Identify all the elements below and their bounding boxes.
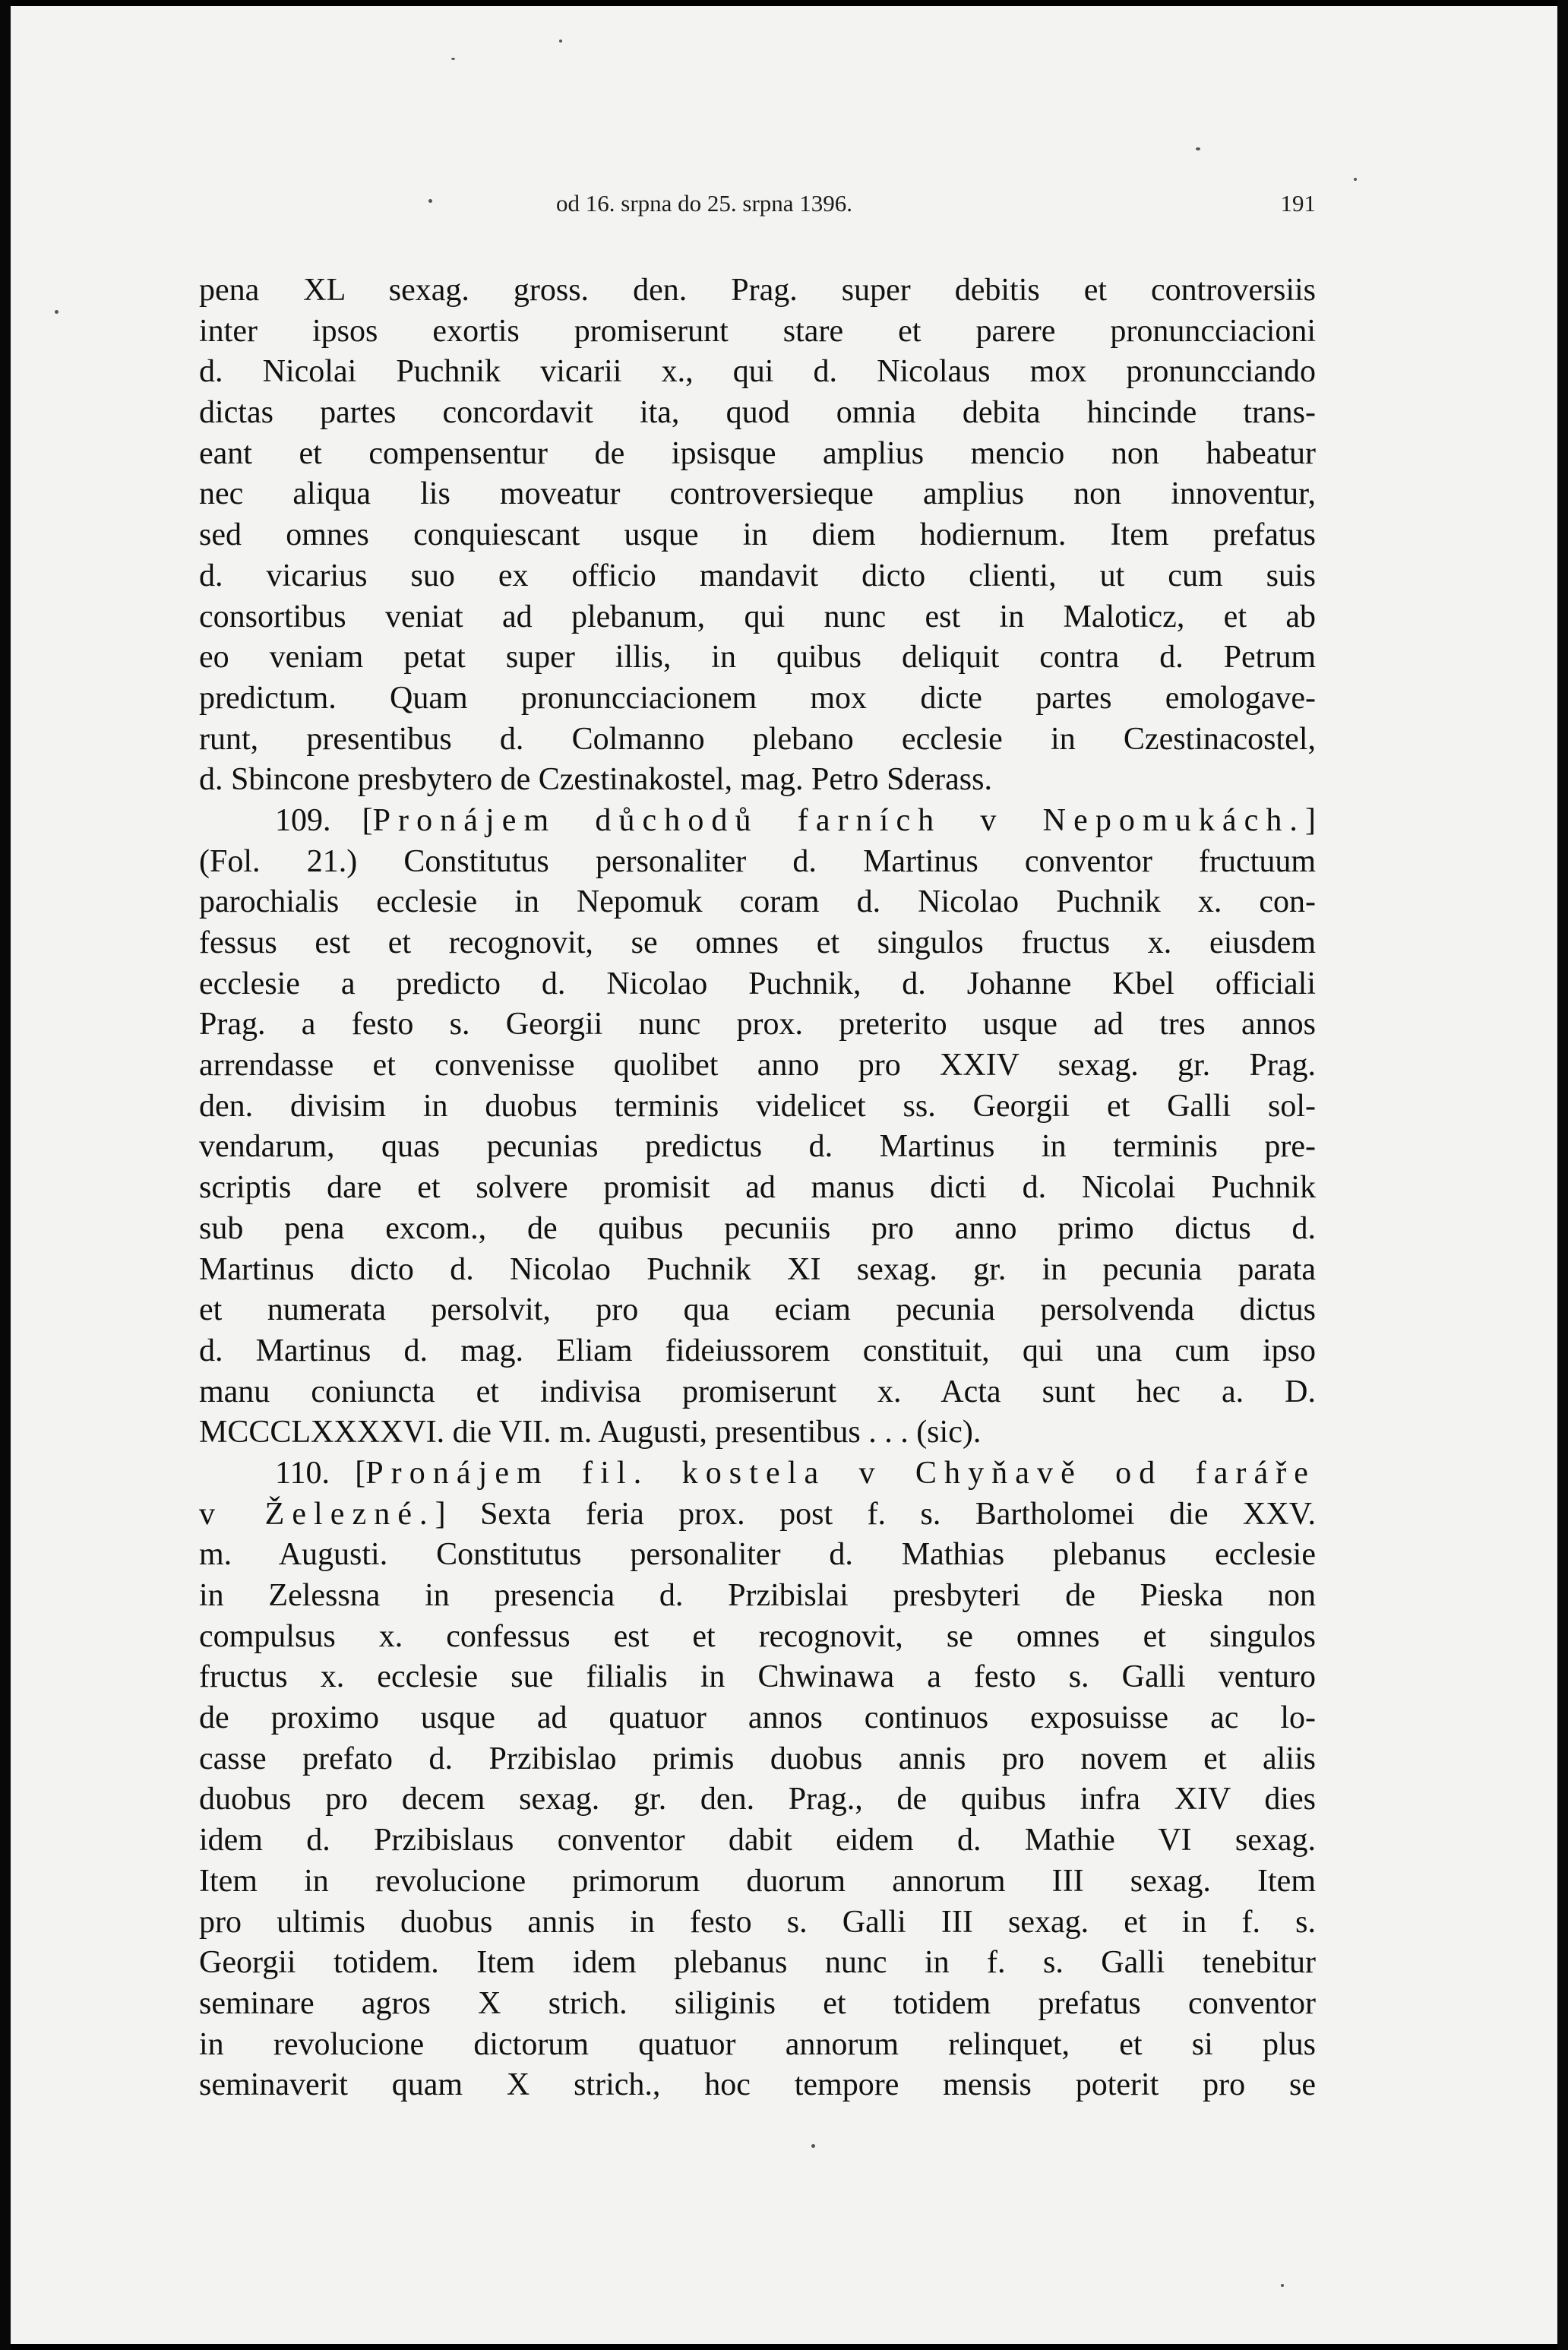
running-head-title: od 16. srpna do 25. srpna 1396.	[556, 190, 853, 217]
text-line	[199, 678, 1316, 720]
text-line	[199, 2025, 1316, 2066]
text-segment: d. Sbincone presbytero de Czestinakostel, mag. Petro Sderass.	[199, 762, 992, 798]
text-segment: Martinus dicto d. Nicolao Puchnik XI sexag. gr. in pecunia parata	[199, 1251, 1316, 1287]
text-line	[199, 1290, 1316, 1331]
text-segment: Georgii totidem. Item idem plebanus nunc in f. s. Galli tenebitur	[199, 1945, 1316, 1981]
text-line	[199, 1657, 1316, 1698]
dust-speck	[1354, 178, 1357, 181]
text-line	[199, 720, 1316, 761]
text-line	[199, 1820, 1316, 1861]
text-line	[199, 1453, 1316, 1494]
text-line	[199, 1902, 1316, 1944]
text-line	[199, 801, 1316, 842]
text-line	[199, 842, 1316, 883]
text-segment: arrendasse et convenisse quolibet anno pro XXIV sexag. gr. Prag.	[199, 1048, 1316, 1083]
text-line	[199, 270, 1316, 312]
text-line	[199, 1984, 1316, 2025]
text-line	[199, 1372, 1316, 1413]
text-segment: Item in revolucione primorum duorum annorum III sexag. Item	[199, 1863, 1316, 1899]
text-line	[199, 1698, 1316, 1739]
text-line	[199, 1086, 1316, 1128]
scan-border-right	[1557, 0, 1568, 2350]
text-segment: ]	[1305, 802, 1316, 838]
text-segment: seminaverit quam X strich., hoc tempore mensis poterit pro se	[199, 2067, 1316, 2103]
text-segment: de proximo usque ad quatuor annos continuos exposuisse ac lo-	[199, 1700, 1316, 1736]
text-line	[199, 923, 1316, 964]
text-segment: pro ultimis duobus annis in festo s. Galli III sexag. et in f. s.	[199, 1904, 1316, 1940]
text-line	[199, 1127, 1316, 1168]
section-heading-spaced: Pronájem fil. kostela v Chyňavě od faráře	[365, 1455, 1316, 1491]
text-line	[199, 1331, 1316, 1372]
scan-border-left	[0, 0, 11, 2350]
text-line	[199, 434, 1316, 475]
text-line	[199, 1576, 1316, 1617]
text-segment: ] Sexta feria prox. post f. s. Bartholomei die XXV.	[435, 1496, 1316, 1532]
text-segment: casse prefato d. Przibislao primis duobus annis pro novem et aliis	[199, 1741, 1316, 1776]
text-line	[199, 312, 1316, 353]
text-segment: (Fol. 21.) Constitutus personaliter d. Martinus conventor fructuum	[199, 843, 1316, 879]
text-line	[199, 1209, 1316, 1250]
text-line	[199, 964, 1316, 1005]
text-segment: sed omnes conquiescant usque in diem hodiernum. Item prefatus	[199, 517, 1316, 553]
dust-speck	[811, 2144, 815, 2148]
dust-speck	[1196, 147, 1200, 150]
dust-speck	[55, 310, 58, 314]
text-segment: vendarum, quas pecunias predictus d. Martinus in terminis pre-	[199, 1129, 1316, 1165]
text-segment: fructus x. ecclesie sue filialis in Chwinawa a festo s. Galli venturo	[199, 1659, 1316, 1695]
text-line	[199, 760, 1316, 801]
text-segment: eo veniam petat super illis, in quibus deliquit contra d. Petrum	[199, 640, 1316, 675]
running-head	[199, 190, 1316, 223]
text-segment: d. Nicolai Puchnik vicarii x., qui d. Nicolaus mox pronuncciando	[199, 354, 1316, 390]
text-segment: et numerata persolvit, pro qua eciam pecunia persolvenda dictus	[199, 1292, 1316, 1328]
text-segment: 109. [	[275, 802, 373, 838]
text-segment: 110. [	[275, 1455, 366, 1491]
text-line	[199, 352, 1316, 393]
dust-speck	[451, 58, 455, 60]
paragraph	[199, 270, 1316, 801]
text-segment: parochialis ecclesie in Nepomuk coram d. Nicolao Puchnik x. con-	[199, 884, 1316, 920]
text-line	[199, 1779, 1316, 1820]
text-line	[199, 1494, 1316, 1536]
text-line	[199, 474, 1316, 515]
text-segment: nec aliqua lis moveatur controversieque amplius non innoventur,	[199, 476, 1316, 512]
text-segment: inter ipsos exortis promiserunt stare et parere pronuncciacioni	[199, 313, 1316, 349]
text-segment: idem d. Przibislaus conventor dabit eidem d. Mathie VI sexag.	[199, 1823, 1316, 1858]
text-segment: manu coniuncta et indivisa promiserunt x. Acta sunt hec a. D.	[199, 1374, 1316, 1409]
text-line	[199, 1739, 1316, 1780]
text-line	[199, 1535, 1316, 1576]
text-segment: fessus est et recognovit, se omnes et singulos fructus x. eiusdem	[199, 925, 1316, 960]
section-heading-spaced: v Železné.	[199, 1496, 435, 1532]
paragraph	[199, 801, 1316, 1453]
text-line	[199, 1943, 1316, 1984]
text-segment: consortibus veniat ad plebanum, qui nunc est in Maloticz, et ab	[199, 599, 1316, 634]
text-segment: duobus pro decem sexag. gr. den. Prag., de quibus infra XIV dies	[199, 1782, 1316, 1817]
page-number: 191	[1280, 190, 1316, 217]
text-segment: scriptis dare et solvere promisit ad manus dicti d. Nicolai Puchnik	[199, 1170, 1316, 1206]
text-segment: in Zelessna in presencia d. Przibislai presbyteri de Pieska non	[199, 1578, 1316, 1613]
text-segment: pena XL sexag. gross. den. Prag. super debitis et controversiis	[199, 273, 1316, 308]
text-line	[199, 1045, 1316, 1086]
text-line	[199, 556, 1316, 597]
text-line	[199, 1168, 1316, 1209]
text-segment: in revolucione dictorum quatuor annorum relinquet, et si plus	[199, 2026, 1316, 2062]
body-text	[199, 270, 1316, 2106]
dust-speck	[1281, 2284, 1284, 2287]
text-segment: MCCCLXXXXVI. die VII. m. Augusti, presentibus . . . (sic).	[199, 1415, 982, 1450]
dust-speck	[559, 40, 562, 43]
text-segment: ecclesie a predicto d. Nicolao Puchnik, d. Johanne Kbel officiali	[199, 966, 1316, 1001]
text-line	[199, 393, 1316, 434]
text-segment: d. vicarius suo ex officio mandavit dicto clienti, ut cum suis	[199, 558, 1316, 593]
text-line	[199, 1861, 1316, 1902]
text-line	[199, 882, 1316, 923]
text-segment: sub pena excom., de quibus pecuniis pro anno primo dictus d.	[199, 1210, 1316, 1246]
text-line	[199, 1617, 1316, 1658]
text-line	[199, 1004, 1316, 1045]
text-line	[199, 1250, 1316, 1291]
text-segment: eant et compensentur de ipsisque amplius mencio non habeatur	[199, 435, 1316, 471]
paragraph	[199, 1453, 1316, 2106]
text-segment: runt, presentibus d. Colmanno plebano ecclesie in Czestinacostel,	[199, 721, 1316, 757]
text-line	[199, 2065, 1316, 2106]
text-segment: seminare agros X strich. siliginis et totidem prefatus conventor	[199, 1985, 1316, 2021]
text-line	[199, 597, 1316, 638]
text-segment: den. divisim in duobus terminis videlicet ss. Georgii et Galli sol-	[199, 1088, 1316, 1124]
section-heading-spaced: Pronájem důchodů farních v Nepomukách.	[372, 802, 1305, 838]
text-line	[199, 515, 1316, 556]
text-segment: Prag. a festo s. Georgii nunc prox. preterito usque ad tres annos	[199, 1007, 1316, 1042]
text-segment: m. Augusti. Constitutus personaliter d. Mathias plebanus ecclesie	[199, 1537, 1316, 1573]
text-line	[199, 1412, 1316, 1453]
text-segment: compulsus x. confessus est et recognovit, se omnes et singulos	[199, 1618, 1316, 1654]
text-segment: d. Martinus d. mag. Eliam fideiussorem constituit, qui una cum ipso	[199, 1333, 1316, 1368]
text-segment: predictum. Quam pronuncciacionem mox dicte partes emologave-	[199, 680, 1316, 716]
text-segment: dictas partes concordavit ita, quod omnia debita hincinde trans-	[199, 395, 1316, 431]
text-line	[199, 637, 1316, 678]
